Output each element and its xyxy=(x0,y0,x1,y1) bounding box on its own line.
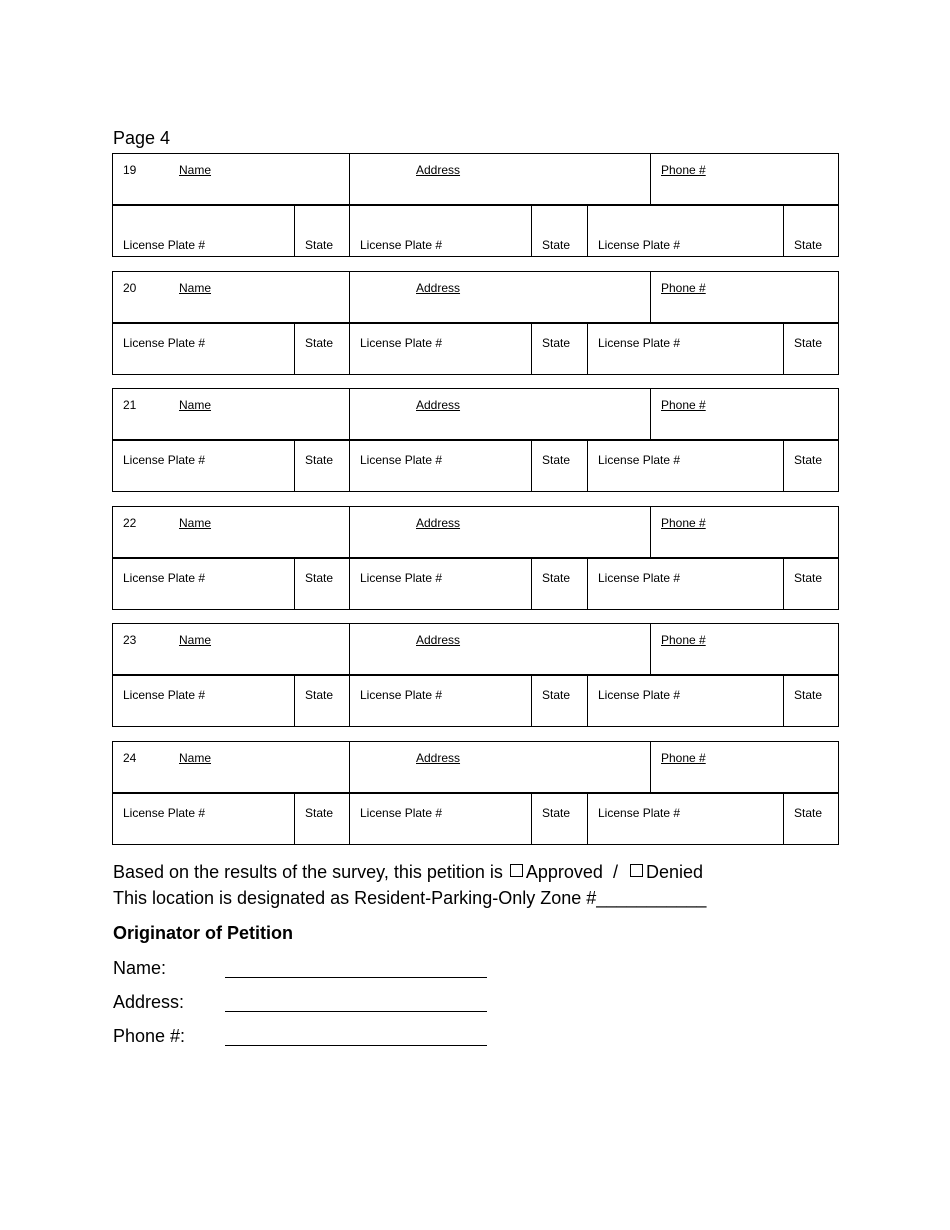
phone-label: Phone # xyxy=(661,398,706,412)
phone-cell[interactable] xyxy=(650,153,839,206)
phone-label: Phone # xyxy=(661,163,706,177)
license-plate-label: License Plate # xyxy=(123,571,206,585)
entry-block xyxy=(112,271,839,375)
state-label: State xyxy=(305,571,334,585)
license-plate-cell-2[interactable] xyxy=(349,558,532,610)
address-cell[interactable] xyxy=(349,506,651,559)
license-plate-label: License Plate # xyxy=(598,571,681,585)
license-plate-label: License Plate # xyxy=(360,571,443,585)
state-cell-1[interactable] xyxy=(294,205,350,257)
phone-label: Phone # xyxy=(661,633,706,647)
originator-phone-label: Phone #: xyxy=(113,1026,186,1046)
state-label: State xyxy=(542,806,571,820)
phone-cell[interactable] xyxy=(650,506,839,559)
name-label: Name xyxy=(179,751,212,765)
state-label: State xyxy=(542,453,571,467)
entry-number: 23 xyxy=(123,633,137,647)
state-label: State xyxy=(794,806,823,820)
state-cell-1[interactable] xyxy=(294,323,350,375)
license-plate-cell-3[interactable] xyxy=(587,205,784,257)
state-cell-2[interactable] xyxy=(531,793,588,845)
entry-number: 21 xyxy=(123,398,137,412)
license-plate-cell-3[interactable] xyxy=(587,558,784,610)
license-plate-cell-3[interactable] xyxy=(587,440,784,492)
license-plate-label: License Plate # xyxy=(598,238,681,252)
state-cell-2[interactable] xyxy=(531,440,588,492)
name-cell[interactable] xyxy=(112,623,350,676)
license-plate-cell-3[interactable] xyxy=(587,675,784,727)
license-plate-cell-1[interactable] xyxy=(112,793,295,845)
license-plate-label: License Plate # xyxy=(598,688,681,702)
originator-phone-field[interactable] xyxy=(225,1045,487,1046)
license-plate-label: License Plate # xyxy=(598,806,681,820)
state-cell-2[interactable] xyxy=(531,205,588,257)
phone-label: Phone # xyxy=(661,751,706,765)
page-label: Page 4 xyxy=(113,128,171,148)
address-label: Address xyxy=(416,398,461,412)
address-cell[interactable] xyxy=(349,153,651,206)
phone-label: Phone # xyxy=(661,516,706,530)
state-cell-3[interactable] xyxy=(783,440,839,492)
entry-block xyxy=(112,741,839,845)
entry-block xyxy=(112,506,839,610)
entry-block xyxy=(112,153,839,257)
phone-label: Phone # xyxy=(661,281,706,295)
state-label: State xyxy=(794,571,823,585)
address-cell[interactable] xyxy=(349,741,651,794)
state-label: State xyxy=(305,238,334,252)
state-cell-2[interactable] xyxy=(531,558,588,610)
name-label: Name xyxy=(179,163,212,177)
name-cell[interactable] xyxy=(112,388,350,441)
state-label: State xyxy=(542,688,571,702)
phone-cell[interactable] xyxy=(650,388,839,441)
address-cell[interactable] xyxy=(349,388,651,441)
name-cell[interactable] xyxy=(112,153,350,206)
state-label: State xyxy=(794,238,823,252)
license-plate-cell-3[interactable] xyxy=(587,793,784,845)
license-plate-cell-2[interactable] xyxy=(349,675,532,727)
state-label: State xyxy=(305,453,334,467)
divider-slash: / xyxy=(612,862,618,882)
state-label: State xyxy=(794,688,823,702)
license-plate-label: License Plate # xyxy=(598,336,681,350)
state-cell-3[interactable] xyxy=(783,323,839,375)
state-cell-2[interactable] xyxy=(531,323,588,375)
license-plate-label: License Plate # xyxy=(360,238,443,252)
originator-address-field[interactable] xyxy=(225,1011,487,1012)
state-cell-1[interactable] xyxy=(294,440,350,492)
name-label: Name xyxy=(179,281,212,295)
license-plate-label: License Plate # xyxy=(360,336,443,350)
name-label: Name xyxy=(179,516,212,530)
entry-number: 22 xyxy=(123,516,137,530)
address-label: Address xyxy=(416,633,461,647)
survey-result-line xyxy=(113,862,703,883)
name-cell[interactable] xyxy=(112,506,350,559)
license-plate-cell-3[interactable] xyxy=(587,323,784,375)
license-plate-label: License Plate # xyxy=(598,453,681,467)
license-plate-cell-2[interactable] xyxy=(349,205,532,257)
license-plate-label: License Plate # xyxy=(123,453,206,467)
name-cell[interactable] xyxy=(112,741,350,794)
state-label: State xyxy=(305,336,334,350)
license-plate-label: License Plate # xyxy=(360,806,443,820)
state-cell-2[interactable] xyxy=(531,675,588,727)
address-cell[interactable] xyxy=(349,623,651,676)
state-cell-3[interactable] xyxy=(783,558,839,610)
phone-cell[interactable] xyxy=(650,741,839,794)
entry-block xyxy=(112,623,839,727)
license-plate-label: License Plate # xyxy=(360,688,443,702)
state-label: State xyxy=(542,238,571,252)
state-cell-1[interactable] xyxy=(294,558,350,610)
entry-block xyxy=(112,388,839,492)
originator-name-label: Name: xyxy=(113,958,167,978)
address-label: Address xyxy=(416,163,461,177)
state-cell-1[interactable] xyxy=(294,675,350,727)
address-label: Address xyxy=(416,516,461,530)
license-plate-label: License Plate # xyxy=(123,336,206,350)
denied-label: Denied xyxy=(646,862,704,882)
originator-name-field[interactable] xyxy=(225,977,487,978)
license-plate-cell-1[interactable] xyxy=(112,675,295,727)
state-cell-1[interactable] xyxy=(294,793,350,845)
zone-line: This location is designated as Resident-Parking-Only Zone #___________ xyxy=(113,888,707,908)
state-label: State xyxy=(794,453,823,467)
entry-number: 24 xyxy=(123,751,137,765)
license-plate-cell-2[interactable] xyxy=(349,323,532,375)
address-cell[interactable] xyxy=(349,271,651,324)
entry-number: 19 xyxy=(123,163,137,177)
address-label: Address xyxy=(416,281,461,295)
survey-result-text: Based on the results of the survey, this petition is xyxy=(113,862,503,882)
name-label: Name xyxy=(179,398,212,412)
originator-address-label: Address: xyxy=(113,992,185,1012)
state-cell-3[interactable] xyxy=(783,205,839,257)
license-plate-label: License Plate # xyxy=(123,806,206,820)
state-cell-3[interactable] xyxy=(783,675,839,727)
license-plate-label: License Plate # xyxy=(123,238,206,252)
originator-heading: Originator of Petition xyxy=(113,923,293,943)
license-plate-cell-2[interactable] xyxy=(349,793,532,845)
denied-checkbox[interactable] xyxy=(630,864,643,877)
state-label: State xyxy=(542,336,571,350)
state-label: State xyxy=(542,571,571,585)
license-plate-label: License Plate # xyxy=(360,453,443,467)
state-label: State xyxy=(794,336,823,350)
approved-label: Approved xyxy=(525,862,603,882)
approved-checkbox[interactable] xyxy=(510,864,523,877)
license-plate-cell-1[interactable] xyxy=(112,558,295,610)
license-plate-cell-1[interactable] xyxy=(112,440,295,492)
phone-cell[interactable] xyxy=(650,623,839,676)
license-plate-cell-2[interactable] xyxy=(349,440,532,492)
name-label: Name xyxy=(179,633,212,647)
license-plate-cell-1[interactable] xyxy=(112,323,295,375)
state-label: State xyxy=(305,806,334,820)
state-cell-3[interactable] xyxy=(783,793,839,845)
license-plate-cell-1[interactable] xyxy=(112,205,295,257)
entry-number: 20 xyxy=(123,281,137,295)
license-plate-label: License Plate # xyxy=(123,688,206,702)
state-label: State xyxy=(305,688,334,702)
address-label: Address xyxy=(416,751,461,765)
phone-cell[interactable] xyxy=(650,271,839,324)
name-cell[interactable] xyxy=(112,271,350,324)
